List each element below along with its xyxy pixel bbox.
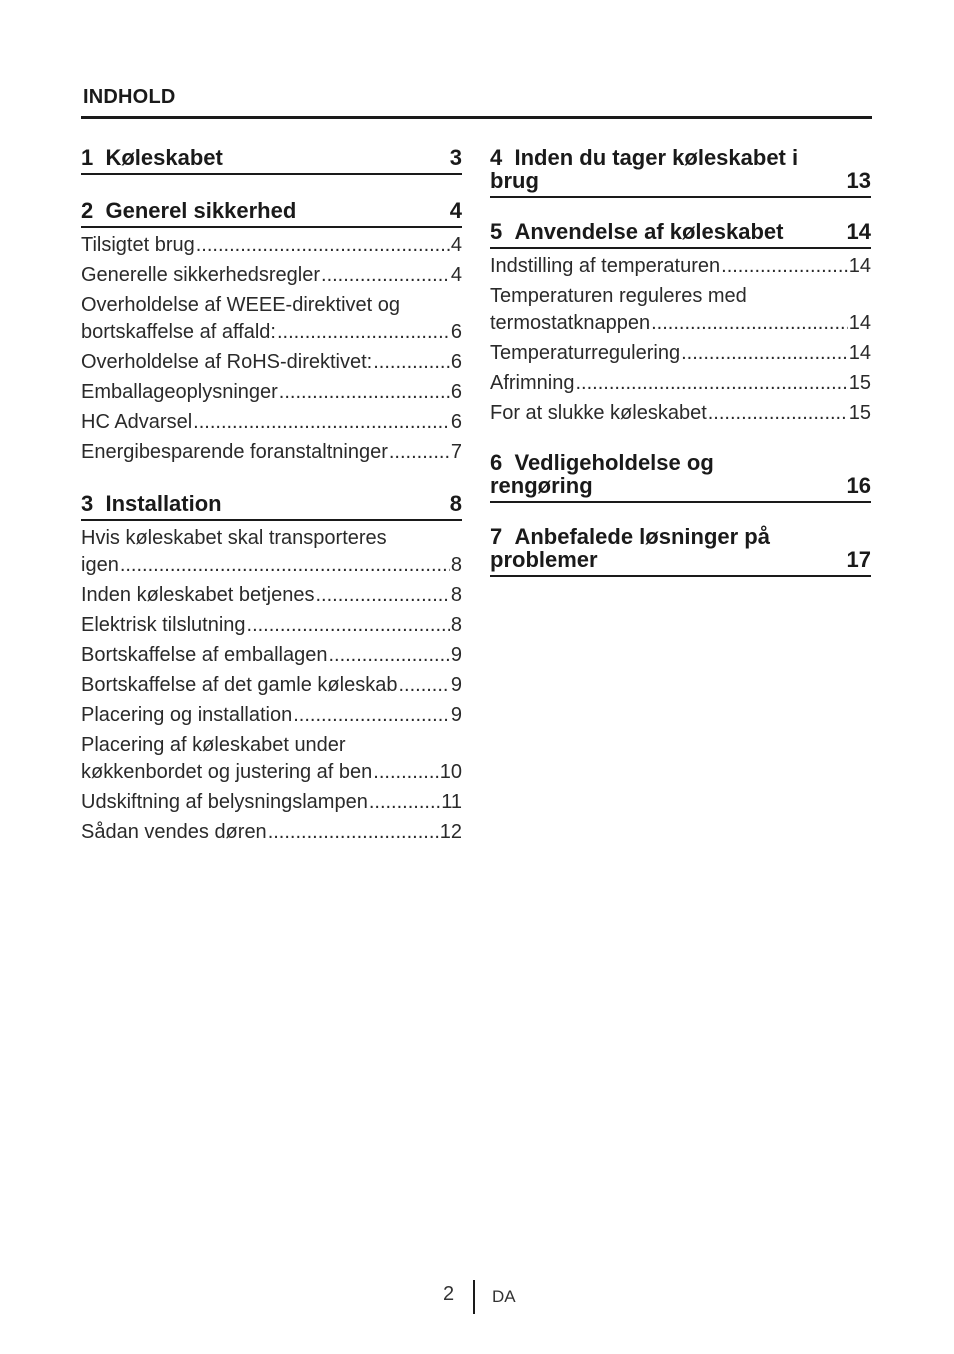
toc-chapter-heading[interactable]	[81, 490, 462, 521]
chapter-page-number: 3	[449, 145, 462, 170]
toc-entry-line1: Overholdelse af WEEE-direktivet og	[81, 294, 401, 316]
toc-entry-row	[81, 672, 462, 699]
toc-entry-line1: Temperaturen reguleres med	[490, 285, 747, 307]
toc-entry[interactable]	[81, 788, 462, 818]
toc-entry-row	[81, 439, 462, 466]
toc-entry-label: Energibesparende foranstaltninger	[81, 441, 388, 463]
toc-right-column	[490, 144, 871, 577]
toc-entry[interactable]	[81, 438, 462, 468]
dot-leader	[293, 702, 450, 729]
chapter-number: 1	[81, 145, 94, 170]
toc-entry-list	[81, 524, 462, 848]
toc-entry-label: igen	[81, 554, 119, 576]
chapter-title	[490, 451, 847, 497]
toc-entry-row	[81, 232, 462, 259]
chapter-title-line1: Vedligeholdelse og	[514, 450, 714, 475]
toc-entry[interactable]	[81, 671, 462, 701]
toc-entry-page: 4	[450, 264, 462, 286]
toc-entry-label: Inden køleskabet betjenes	[81, 584, 315, 606]
toc-entry-page: 15	[848, 372, 871, 394]
chapter-number: 3	[81, 491, 94, 516]
toc-entry-page: 9	[450, 674, 462, 696]
chapter-title	[81, 492, 450, 515]
chapter-title-text: Anvendelse af køleskabet	[514, 219, 784, 244]
toc-entry-label: Generelle sikkerhedsregler	[81, 264, 321, 286]
toc-entry-page: 4	[450, 234, 462, 256]
toc-entry-row	[490, 340, 871, 367]
toc-entry-page: 14	[848, 312, 871, 334]
toc-entry-label: køkkenbordet og justering af ben	[81, 761, 373, 783]
dot-leader	[247, 612, 450, 639]
toc-entry-page: 9	[450, 644, 462, 666]
toc-entry-row	[81, 552, 462, 579]
toc-entry-line1: Hvis køleskabet skal transporteres	[81, 527, 387, 549]
toc-entry[interactable]	[81, 611, 462, 641]
toc-entry[interactable]	[81, 581, 462, 611]
toc-entry-row	[81, 759, 462, 786]
toc-entry-page: 8	[450, 584, 462, 606]
chapter-page-number: 17	[846, 547, 871, 572]
toc-entry-list	[81, 231, 462, 468]
chapter-page-number: 8	[449, 491, 462, 516]
toc-entry[interactable]	[81, 291, 462, 348]
dot-leader	[193, 409, 450, 436]
chapter-number: 7	[490, 524, 503, 549]
dot-leader	[373, 759, 438, 786]
chapter-title-line1: Inden du tager køleskabet i	[514, 145, 799, 170]
toc-entry-label: Sådan vendes døren	[81, 821, 267, 843]
toc-entry[interactable]	[81, 231, 462, 261]
toc-entry-label: Temperaturregulering	[490, 342, 681, 364]
toc-entry-page: 15	[848, 402, 871, 424]
dot-leader	[279, 379, 450, 406]
toc-entry[interactable]	[81, 818, 462, 848]
toc-entry-row	[81, 612, 462, 639]
chapter-title	[490, 220, 847, 243]
toc-entry-label: Bortskaffelse af det gamle køleskab	[81, 674, 398, 696]
toc-entry-row	[81, 819, 462, 846]
dot-leader	[316, 582, 450, 609]
chapter-title	[490, 146, 847, 192]
dot-leader	[369, 789, 440, 816]
dot-leader	[708, 400, 848, 427]
dot-leader	[328, 642, 449, 669]
toc-entry[interactable]	[81, 378, 462, 408]
toc-entry-label: Udskiftning af belysningslampen	[81, 791, 368, 813]
dot-leader	[373, 349, 450, 376]
toc-entry[interactable]	[81, 348, 462, 378]
chapter-page-number: 16	[846, 473, 871, 498]
toc-entry-page: 10	[439, 761, 462, 783]
heading-divider	[81, 116, 872, 119]
toc-entry[interactable]	[490, 252, 871, 282]
chapter-title-text: Installation	[105, 491, 222, 516]
toc-entry-row	[81, 582, 462, 609]
toc-entry-row	[81, 319, 462, 346]
toc-entry-label: Placering og installation	[81, 704, 293, 726]
dot-leader	[681, 340, 848, 367]
dot-leader	[196, 232, 450, 259]
toc-left-column	[81, 144, 462, 848]
toc-entry-label: bortskaffelse af affald:	[81, 321, 276, 343]
chapter-title	[81, 199, 450, 222]
chapter-title-line2: problemer	[490, 547, 598, 572]
dot-leader	[575, 370, 847, 397]
toc-entry-label: Tilsigtet brug	[81, 234, 195, 256]
dot-leader	[389, 439, 450, 466]
toc-entry[interactable]	[81, 261, 462, 291]
toc-chapter-heading[interactable]	[490, 144, 871, 198]
toc-entry-row	[490, 310, 871, 337]
toc-entry-label: HC Advarsel	[81, 411, 193, 433]
toc-entry[interactable]	[81, 408, 462, 438]
toc-entry-page: 6	[450, 351, 462, 373]
toc-chapter-heading[interactable]	[490, 523, 871, 577]
toc-entry[interactable]	[81, 524, 462, 581]
dot-leader	[321, 262, 450, 289]
toc-entry-page: 14	[848, 255, 871, 277]
chapter-page-number: 13	[846, 168, 871, 193]
toc-entry-page: 8	[450, 554, 462, 576]
toc-entry[interactable]	[490, 282, 871, 339]
toc-entry-row	[490, 370, 871, 397]
chapter-title	[81, 146, 450, 169]
toc-chapter-heading[interactable]	[81, 144, 462, 175]
dot-leader	[721, 253, 848, 280]
toc-entry-row	[81, 702, 462, 729]
toc-entry-page: 11	[441, 791, 462, 813]
toc-entry[interactable]	[81, 701, 462, 731]
toc-entry-page: 12	[439, 821, 462, 843]
toc-entry-page: 6	[450, 321, 462, 343]
chapter-number: 4	[490, 145, 503, 170]
toc-entry-row	[81, 642, 462, 669]
chapter-number: 6	[490, 450, 503, 475]
footer-divider	[473, 1280, 475, 1314]
toc-entry-row	[81, 262, 462, 289]
toc-entry[interactable]	[490, 339, 871, 369]
toc-entry-row	[490, 253, 871, 280]
toc-entry-list	[490, 252, 871, 429]
toc-entry-label: Elektrisk tilslutning	[81, 614, 246, 636]
chapter-title	[490, 525, 847, 571]
footer-language: DA	[492, 1287, 516, 1306]
toc-entry-page: 6	[450, 411, 462, 433]
toc-entry-row	[81, 409, 462, 436]
toc-entry-page: 7	[450, 441, 462, 463]
dot-leader	[120, 552, 450, 579]
chapter-title-line2: rengøring	[490, 473, 593, 498]
toc-entry-label: Emballageoplysninger	[81, 381, 278, 403]
footer-page-number: 2	[443, 1283, 455, 1305]
chapter-number: 2	[81, 198, 94, 223]
dot-leader	[651, 310, 848, 337]
dot-leader	[268, 819, 439, 846]
toc-entry-label: Bortskaffelse af emballagen	[81, 644, 328, 666]
toc-entry-label: Indstilling af temperaturen	[490, 255, 721, 277]
toc-entry-label: For at slukke køleskabet	[490, 402, 707, 424]
dot-leader	[398, 672, 449, 699]
chapter-number: 5	[490, 219, 503, 244]
chapter-page-number: 14	[846, 219, 871, 244]
dot-leader	[277, 319, 450, 346]
chapter-title-text: Køleskabet	[105, 145, 223, 170]
toc-entry-label: Afrimning	[490, 372, 575, 394]
toc-chapter-heading[interactable]	[490, 449, 871, 503]
toc-entry-row	[81, 379, 462, 406]
chapter-page-number: 4	[449, 198, 462, 223]
toc-chapter-heading[interactable]	[490, 218, 871, 249]
toc-entry-line1: Placering af køleskabet under	[81, 734, 346, 756]
toc-entry[interactable]	[490, 399, 871, 429]
toc-entry-row	[81, 789, 462, 816]
chapter-title-text: Generel sikkerhed	[105, 198, 297, 223]
toc-entry-page: 6	[450, 381, 462, 403]
toc-entry[interactable]	[490, 369, 871, 399]
toc-entry-label: termostatknappen	[490, 312, 651, 334]
page-title: INDHOLD	[83, 86, 176, 108]
toc-entry-page: 9	[450, 704, 462, 726]
chapter-title-line2: brug	[490, 168, 539, 193]
toc-entry-row	[81, 349, 462, 376]
toc-entry-page: 14	[848, 342, 871, 364]
toc-entry-page: 8	[450, 614, 462, 636]
toc-entry[interactable]	[81, 641, 462, 671]
toc-entry-label: Overholdelse af RoHS-direktivet:	[81, 351, 373, 373]
toc-entry-row	[490, 400, 871, 427]
chapter-title-line1: Anbefalede løsninger på	[514, 524, 770, 549]
toc-entry[interactable]	[81, 731, 462, 788]
toc-chapter-heading[interactable]	[81, 197, 462, 228]
